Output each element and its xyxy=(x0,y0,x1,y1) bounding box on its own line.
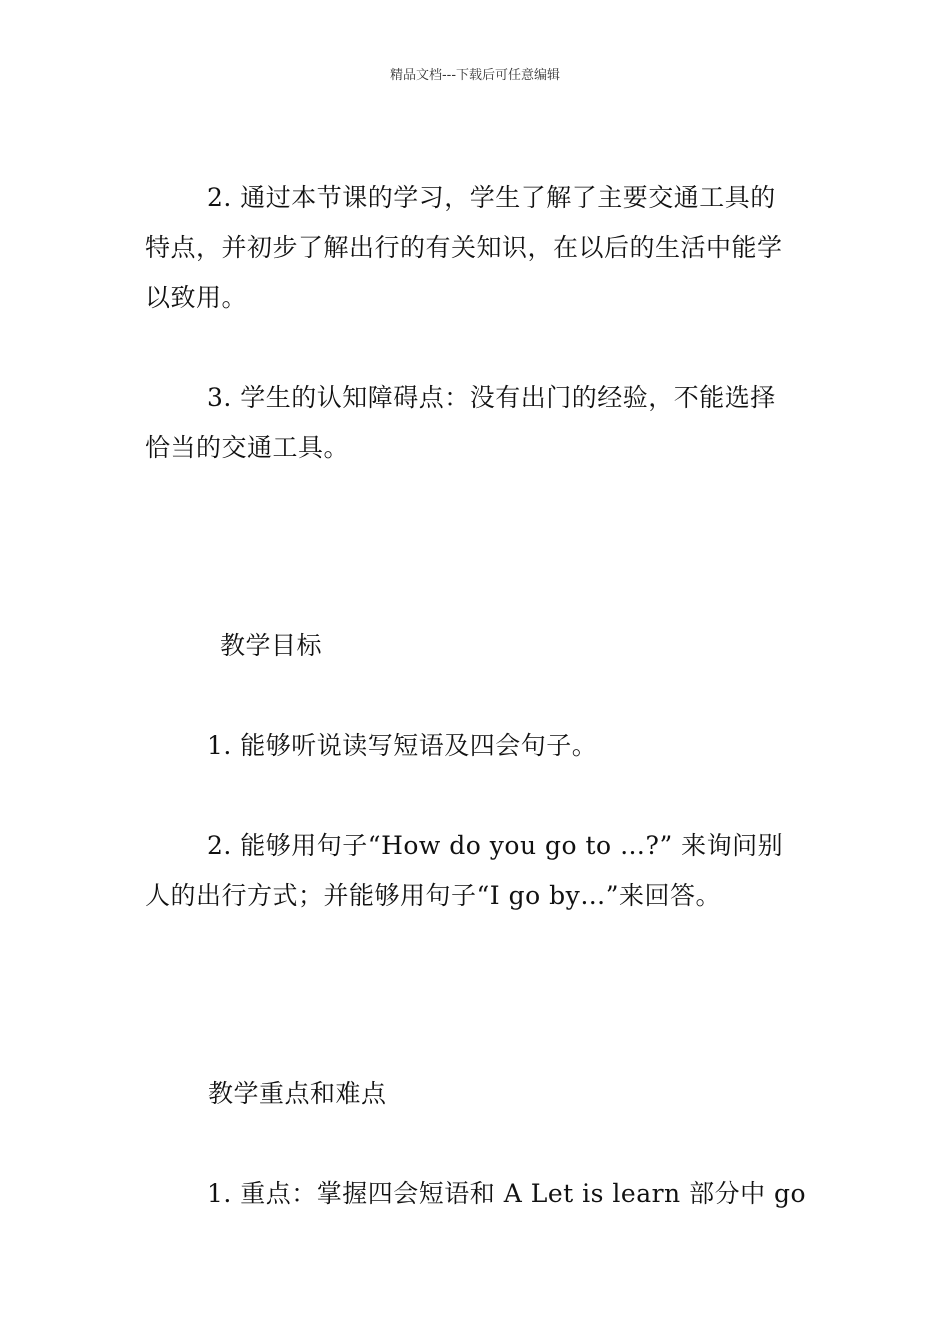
paragraph-line: 1. 能够听说读写短语及四会句子。 xyxy=(207,731,598,760)
page-header: 精品文档---下载后可任意编辑 xyxy=(389,68,561,83)
paragraph-line: 3. 学生的认知障碍点：没有出门的经验，不能选择 xyxy=(207,383,776,412)
paragraph-3 xyxy=(145,373,815,473)
paragraph-line: 恰当的交通工具。 xyxy=(145,433,350,462)
paragraph-line: 以致用。 xyxy=(145,283,248,312)
objective-1 xyxy=(145,721,815,771)
keypoints-heading: 教学重点和难点 xyxy=(208,1079,387,1108)
objectives-heading: 教学目标 xyxy=(220,631,323,660)
paragraph-line: 2. 通过本节课的学习，学生了解了主要交通工具的 xyxy=(207,183,776,212)
paragraph-line: 1. 重点：掌握四会短语和 A Let is learn 部分中 go xyxy=(207,1179,807,1208)
objective-2 xyxy=(145,821,815,921)
paragraph-line: 2. 能够用句子“How do you go to …?” 来询问别 xyxy=(207,831,784,860)
paragraph-line: 特点，并初步了解出行的有关知识，在以后的生活中能学 xyxy=(145,233,783,262)
paragraph-line: 人的出行方式；并能够用句子“I go by…”来回答。 xyxy=(145,881,722,910)
keypoint-1 xyxy=(145,1169,815,1219)
paragraph-2 xyxy=(145,173,815,323)
